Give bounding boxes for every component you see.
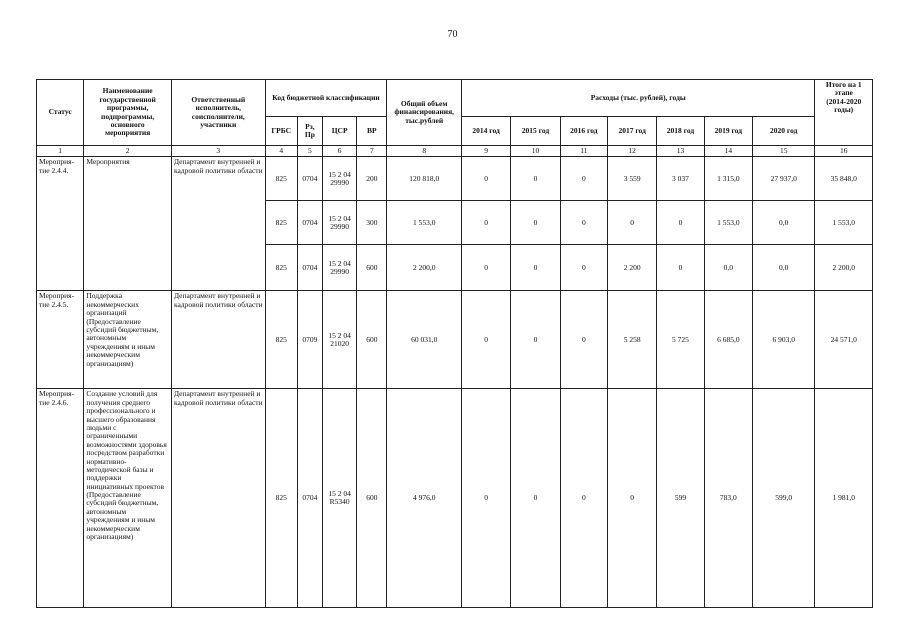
page-number: 70 <box>447 29 458 40</box>
cell-2019: 783,0 <box>704 389 752 608</box>
cell-vr: 600 <box>357 291 387 389</box>
activity-status: Мероприя-тие 2.4.5. <box>37 291 84 389</box>
cell-2016: 0 <box>560 291 607 389</box>
cell-2017: 0 <box>607 389 656 608</box>
cell-2014: 0 <box>461 291 510 389</box>
cell-rzpr: 0704 <box>297 389 322 608</box>
cell-csr <box>323 245 357 291</box>
activity-name: Поддержка некоммерческих организаций (Предоставление субсидий бюджетным, автономным учреждениям и иным некоммерческим организациям) <box>84 291 172 389</box>
cell-2019: 6 685,0 <box>704 291 752 389</box>
table-row <box>37 389 873 608</box>
cell-2015: 0 <box>511 157 560 201</box>
cell-2020: 0,0 <box>753 201 815 245</box>
column-number: 5 <box>297 146 322 157</box>
header-responsible-line: Ответственный <box>191 94 246 104</box>
cell-2020: 599,0 <box>753 389 815 608</box>
header-rzpr: Рз, Пр <box>297 117 322 146</box>
column-number: 7 <box>357 146 387 157</box>
header-responsible <box>171 80 265 146</box>
cell-vr: 200 <box>357 157 387 201</box>
column-number: 10 <box>511 146 560 157</box>
header-name-line: подпрограммы, <box>101 111 155 121</box>
header-year-2017: 2017 год <box>607 117 656 146</box>
column-number: 2 <box>84 146 172 157</box>
column-number: 15 <box>753 146 815 157</box>
column-number: 6 <box>323 146 357 157</box>
cell-total: 2 200,0 <box>387 245 462 291</box>
activity-responsible: Департамент внутренней и кадровой политики области <box>171 291 265 389</box>
cell-2017: 3 559 <box>607 157 656 201</box>
cell-2016: 0 <box>560 245 607 291</box>
cell-rzpr: 0704 <box>297 245 322 291</box>
header-responsible-line: соисполнители, <box>191 111 245 121</box>
activity-responsible: Департамент внутренней и кадровой политики области <box>171 157 265 291</box>
header-name <box>84 80 172 146</box>
column-number: 8 <box>387 146 462 157</box>
header-csr: ЦСР <box>323 117 357 146</box>
cell-final: 1 553,0 <box>815 201 873 245</box>
cell-grbs: 825 <box>265 291 297 389</box>
cell-2015: 0 <box>511 389 560 608</box>
header-year-2014: 2014 год <box>461 117 510 146</box>
csr-part: 29990 <box>330 177 349 187</box>
cell-2019: 1 315,0 <box>704 157 752 201</box>
csr-part: R5340 <box>329 497 350 507</box>
cell-csr <box>323 157 357 201</box>
csr-part: 21020 <box>330 338 349 348</box>
header-name-line: основного <box>110 119 145 129</box>
header-name-line: мероприятия <box>104 128 151 138</box>
csr-part: 15 2 04 <box>328 330 351 340</box>
cell-2014: 0 <box>461 389 510 608</box>
column-number-row <box>37 146 873 157</box>
cell-2015: 0 <box>511 245 560 291</box>
header-status: Статус <box>37 80 84 146</box>
cell-final: 2 200,0 <box>815 245 873 291</box>
header-year-2015: 2015 год <box>511 117 560 146</box>
cell-2018: 599 <box>657 389 704 608</box>
cell-grbs: 825 <box>265 201 297 245</box>
cell-2014: 0 <box>461 245 510 291</box>
column-number: 3 <box>171 146 265 157</box>
cell-total: 1 553,0 <box>387 201 462 245</box>
header-year-2018: 2018 год <box>657 117 704 146</box>
column-number: 9 <box>461 146 510 157</box>
cell-2016: 0 <box>560 389 607 608</box>
cell-2018: 0 <box>657 201 704 245</box>
cell-final: 1 981,0 <box>815 389 873 608</box>
csr-part: 29990 <box>330 266 349 276</box>
cell-rzpr: 0704 <box>297 157 322 201</box>
cell-vr: 600 <box>357 245 387 291</box>
header-vr: ВР <box>357 117 387 146</box>
cell-2015: 0 <box>511 201 560 245</box>
header-final-line: годы) <box>834 105 854 115</box>
cell-final: 35 848,0 <box>815 157 873 201</box>
cell-2014: 0 <box>461 157 510 201</box>
header-final-line: Итого на 1 <box>825 80 862 89</box>
activity-responsible: Департамент внутренней и кадровой политики области <box>171 389 265 608</box>
header-total-line: тыс.рублей <box>405 115 444 125</box>
header-total-line: Общий объем <box>400 98 448 108</box>
cell-total: 60 031,0 <box>387 291 462 389</box>
cell-rzpr: 0704 <box>297 201 322 245</box>
cell-total: 4 976,0 <box>387 389 462 608</box>
column-number: 14 <box>704 146 752 157</box>
cell-final: 24 571,0 <box>815 291 873 389</box>
cell-vr: 300 <box>357 201 387 245</box>
csr-part: 29990 <box>330 221 349 231</box>
activity-name: Мероприятия <box>84 157 172 291</box>
header-final-line: (2014-2020 <box>826 96 862 106</box>
header-year-2019: 2019 год <box>704 117 752 146</box>
cell-2016: 0 <box>560 157 607 201</box>
cell-csr <box>323 389 357 608</box>
cell-grbs: 825 <box>265 245 297 291</box>
header-total <box>387 80 462 146</box>
cell-csr <box>323 291 357 389</box>
header-responsible-line: участники <box>200 119 237 129</box>
header-responsible-line: исполнитель, <box>195 103 242 113</box>
cell-2020: 0,0 <box>753 245 815 291</box>
header-expenses: Расходы (тыс. рублей), годы <box>461 80 815 117</box>
column-number: 11 <box>560 146 607 157</box>
cell-2017: 0 <box>607 201 656 245</box>
header-name-line: программы, <box>106 103 149 113</box>
cell-2015: 0 <box>511 291 560 389</box>
cell-grbs: 825 <box>265 389 297 608</box>
cell-grbs: 825 <box>265 157 297 201</box>
cell-2020: 6 903,0 <box>753 291 815 389</box>
cell-2017: 2 200 <box>607 245 656 291</box>
csr-part: 15 2 04 <box>328 169 351 179</box>
activity-name: Создание условий для получения среднего профессионального и высшего образования людьми с ограниченными возможностями здоровья посредством разработки нормативно-методической базы и поддержки инициативных проектов (Предоставление субсидий бюджетным, автономным учреждениям и иным некоммерческим организациям) <box>84 389 172 608</box>
cell-2019: 0,0 <box>704 245 752 291</box>
table-row <box>37 157 873 201</box>
cell-csr <box>323 201 357 245</box>
csr-part: 15 2 04 <box>328 489 351 498</box>
header-budget-code: Код бюджетной классификации <box>265 80 387 117</box>
cell-total: 120 818,0 <box>387 157 462 201</box>
table-row <box>37 291 873 389</box>
header-total-line: финансирования, <box>394 107 455 117</box>
header-year-2016: 2016 год <box>560 117 607 146</box>
header-final <box>815 80 873 146</box>
column-number: 12 <box>607 146 656 157</box>
column-number: 4 <box>265 146 297 157</box>
header-year-2020: 2020 год <box>753 117 815 146</box>
header-name-line: государственной <box>99 94 156 104</box>
cell-2016: 0 <box>560 201 607 245</box>
budget-table <box>36 79 873 608</box>
cell-2019: 1 553,0 <box>704 201 752 245</box>
cell-2018: 5 725 <box>657 291 704 389</box>
cell-2018: 0 <box>657 245 704 291</box>
header-final-line: этапе <box>834 88 853 98</box>
csr-part: 15 2 04 <box>328 258 351 268</box>
cell-2018: 3 037 <box>657 157 704 201</box>
cell-2017: 5 258 <box>607 291 656 389</box>
activity-status: Мероприя-тие 2.4.6. <box>37 389 84 608</box>
column-number: 16 <box>815 146 873 157</box>
column-number: 1 <box>37 146 84 157</box>
cell-vr: 600 <box>357 389 387 608</box>
header-grbs: ГРБС <box>265 117 297 146</box>
cell-2014: 0 <box>461 201 510 245</box>
cell-2020: 27 937,0 <box>753 157 815 201</box>
header-name-line: Наименование <box>102 86 153 96</box>
column-number: 13 <box>657 146 704 157</box>
cell-rzpr: 0709 <box>297 291 322 389</box>
csr-part: 15 2 04 <box>328 213 351 223</box>
activity-status: Мероприя-тие 2.4.4. <box>37 157 84 291</box>
